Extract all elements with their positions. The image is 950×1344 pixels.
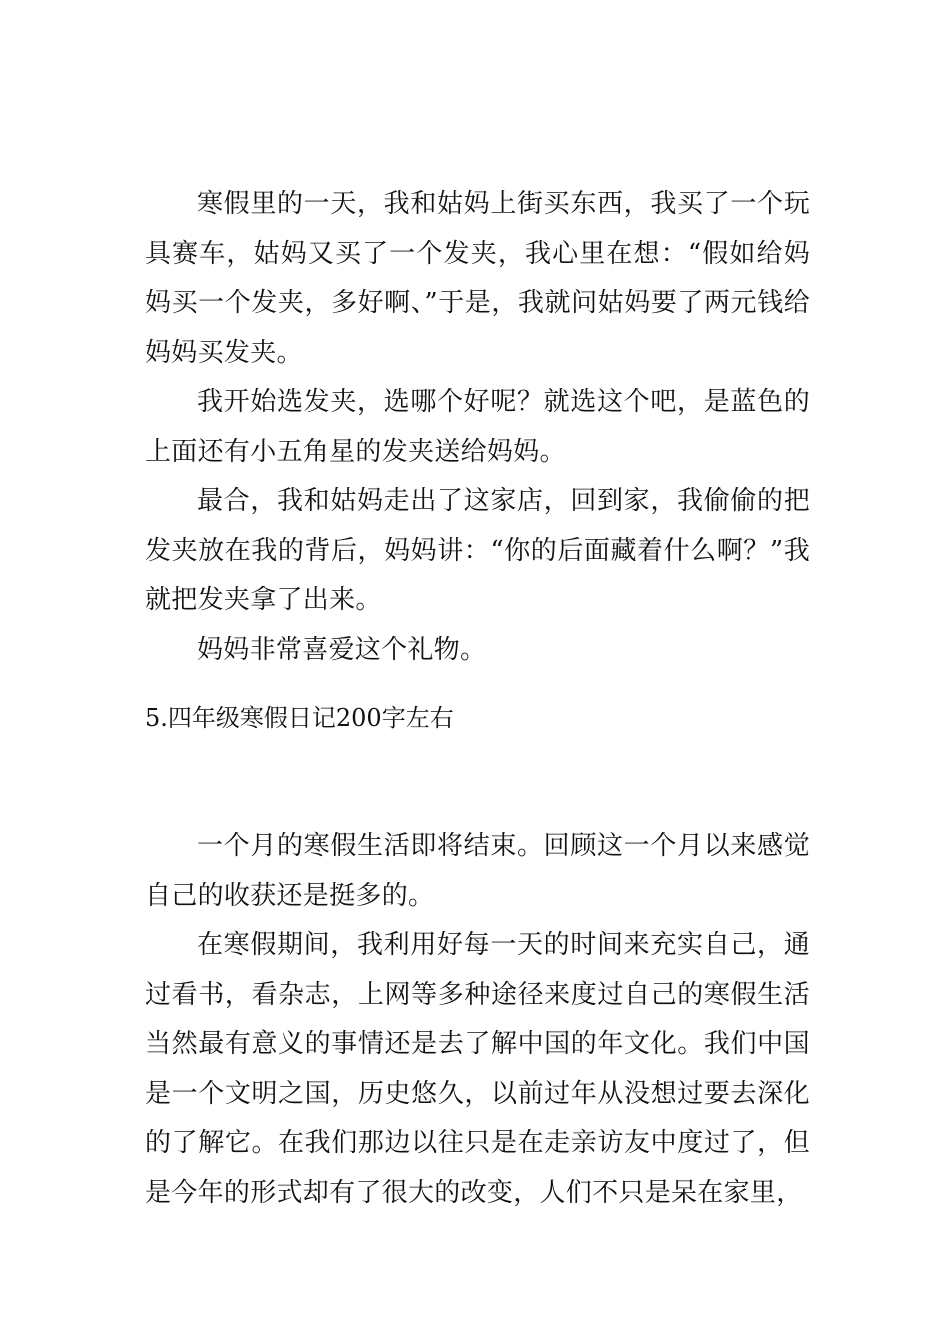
paragraph: 妈妈非常喜爱这个礼物。 [197, 634, 487, 665]
diary-entry-five [145, 822, 810, 1218]
paragraph: 最合，我和姑妈走出了这家店，回到家，我偷偷的把发夹放在我的背后，妈妈讲：“你的后面藏着什么啊？”我就把发夹拿了出来。 [145, 486, 810, 615]
diary-entry-one [145, 180, 810, 675]
paragraph: 一个月的寒假生活即将结束。回顾这一个月以来感觉自己的收获还是挺多的。 [145, 831, 810, 911]
paragraph: 在寒假期间，我利用好每一天的时间来充实自己，通过看书，看杂志，上网等多种途径来度过自己的寒假生活当然最有意义的事情还是去了解中国的年文化。我们中国是一个文明之国，历史悠久，以前过年从没想过要去深化的了解它。在我们那边以往只是在走亲访友中度过了，但是今年的形式却有了很大的改变，人们不只是呆在家里， [145, 930, 810, 1208]
section-heading: 5.四年级寒假日记200字左右 [145, 704, 454, 732]
paragraph: 寒假里的一天，我和姑妈上街买东西，我买了一个玩具赛车，姑妈又买了一个发夹，我心里在想：“假如给妈妈买一个发夹，多好啊、”于是，我就问姑妈要了两元钱给妈妈买发夹。 [145, 189, 810, 368]
paragraph: 我开始选发夹，选哪个好呢？就选这个吧，是蓝色的上面还有小五角星的发夹送给妈妈。 [145, 387, 810, 467]
